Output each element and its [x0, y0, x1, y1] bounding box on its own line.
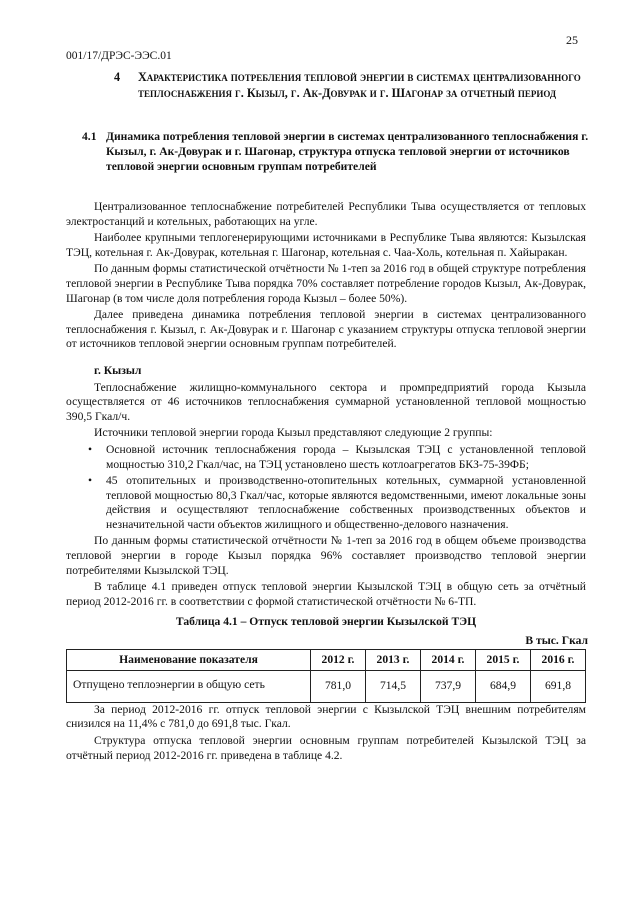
column-header: 2012 г.	[311, 649, 366, 671]
column-header: 2015 г.	[476, 649, 531, 671]
list-item	[66, 443, 586, 472]
source-list	[66, 443, 586, 533]
paragraph: Источники тепловой энергии города Кызыл представляют следующие 2 группы:	[94, 426, 493, 440]
paragraph: По данным формы статистической отчётности № 1-теп за 2016 год в общем объеме производства тепловой энергии в городе Кызыл порядка 96% составляет производство тепловой энергии потребителями Кызылской ТЭЦ.	[66, 534, 586, 577]
paragraph: По данным формы статистической отчётности № 1-теп за 2016 год в общей структуре потребления тепловой энергии в Республике Тыва порядка 70% составляет потребление городов Кызыл, Ак-Довурак, Шагонар (в том числе доля потребления города Кызыл – более 50%).	[66, 262, 586, 305]
table-row	[67, 671, 586, 703]
table-cell: 781,0	[311, 671, 366, 703]
column-header: 2013 г.	[366, 649, 421, 671]
paragraph: Наиболее крупными теплогенерирующими источниками в Республике Тыва являются: Кызылская ТЭЦ, котельная г. Ак-Довурак, котельная г. Шагонар, котельная с. Чаа-Холь, котельная п. Хайыракан.	[66, 231, 586, 259]
table-cell: 714,5	[366, 671, 421, 703]
section-heading	[114, 69, 594, 101]
subsection-title: Динамика потребления тепловой энергии в системах централизованного теплоснабжения г. Кызыл, г. Ак-Довурак и г. Шагонар, структура отпуска тепловой энергии от источников тепловой энергии основным группам потребителей	[106, 130, 589, 173]
page-number: 25	[566, 33, 578, 47]
column-header: 2016 г.	[531, 649, 586, 671]
column-header: Наименование показателя	[67, 649, 311, 671]
section-number: 4	[114, 70, 121, 84]
list-item-text: 45 отопительных и производственно-отопительных котельных, суммарной установленной тепловой мощностью 80,3 Гкал/час, которые являются ведомственными, имеют локальные зоны действия и осуществляют теплоснабжение собственных производственных объектов и незначительной части объектов жилищного и общественно-делового назначения.	[106, 474, 586, 531]
table-cell: 684,9	[476, 671, 531, 703]
body-text	[66, 200, 586, 765]
subsection-heading	[82, 129, 592, 174]
list-item	[66, 474, 586, 532]
table-cell-name: Отпущено теплоэнергии в общую сеть	[67, 671, 311, 703]
bullet-icon: •	[88, 474, 93, 488]
table-cell: 737,9	[421, 671, 476, 703]
document-id: 001/17/ДРЭС-ЭЭС.01	[66, 50, 172, 62]
list-item-text: Основной источник теплоснабжения города – Кызылская ТЭЦ с установленной тепловой мощностью 310,2 Гкал/час, на ТЭЦ установлено шесть котлоагрегатов БКЗ-75-39ФБ;	[106, 442, 586, 471]
bullet-icon: •	[88, 442, 93, 456]
table-header-row	[67, 649, 586, 671]
paragraph: Централизованное теплоснабжение потребителей Республики Тыва осуществляется от тепловых электростанций и котельных, работающих на угле.	[66, 200, 586, 228]
table-caption: Таблица 4.1 – Отпуск тепловой энергии Кызылской ТЭЦ	[175, 615, 477, 629]
table-cell: 691,8	[531, 671, 586, 703]
table-unit: В тыс. Гкал	[525, 634, 588, 648]
paragraph: В таблице 4.1 приведен отпуск тепловой энергии Кызылской ТЭЦ в общую сеть за отчётный период 2012-2016 гг. в соответствии с формой статистической отчётности № 6-ТП.	[66, 580, 586, 608]
paragraph: Теплоснабжение жилищно-коммунального сектора и промпредприятий города Кызыла осуществляется от 46 источников теплоснабжения суммарной установленной тепловой мощностью 390,5 Гкал/ч.	[66, 380, 586, 423]
paragraph: За период 2012-2016 гг. отпуск тепловой энергии с Кызылской ТЭЦ внешним потребителям снизился на 11,4% с 781,0 до 691,8 тыс. Гкал.	[66, 702, 586, 731]
subsection-number: 4.1	[82, 130, 97, 143]
section-title: Характеристика потребления тепловой энергии в системах централизованного теплоснабжения г. Кызыл, г. Ак-Довурак и г. Шагонар за отчетный период	[138, 70, 581, 100]
paragraph: Далее приведена динамика потребления тепловой энергии в системах централизованного теплоснабжения г. Кызыл, г. Ак-Довурак и г. Шагонар с указанием структуры отпуска тепловой энергии от источников тепловой энергии основным группам потребителей.	[66, 308, 586, 351]
city-heading: г. Кызыл	[94, 363, 142, 377]
paragraph: Структура отпуска тепловой энергии основным группам потребителей Кызылской ТЭЦ за отчётный период 2012-2016 гг. приведена в таблице 4.2.	[66, 734, 586, 762]
heat-output-table	[66, 649, 586, 703]
column-header: 2014 г.	[421, 649, 476, 671]
